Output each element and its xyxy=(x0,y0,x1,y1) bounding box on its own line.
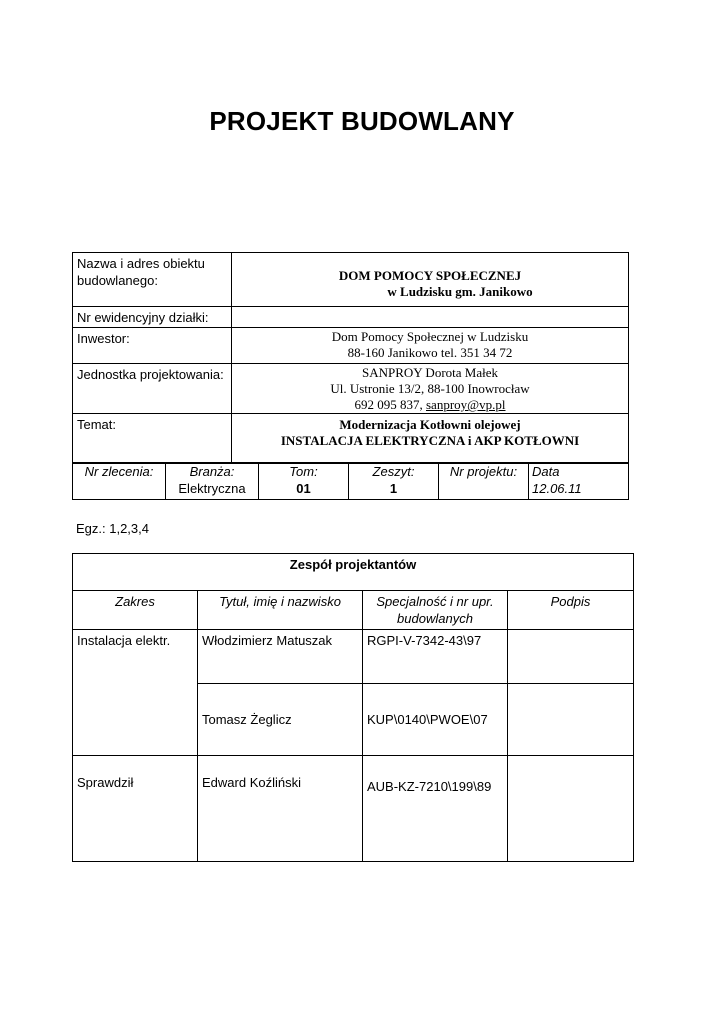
team-row-podpis xyxy=(508,756,634,862)
data-label: Data xyxy=(532,464,560,479)
branza-cell xyxy=(166,463,259,500)
inwestor-value xyxy=(232,328,629,364)
data-cell xyxy=(529,463,629,500)
team-row-zakres: Sprawdził xyxy=(73,756,198,862)
data-value: 12.06.11 xyxy=(532,481,582,496)
team-row-podpis xyxy=(508,684,634,756)
project-meta-table xyxy=(72,462,629,500)
jednostka-value xyxy=(232,364,629,414)
inwestor-label: Inwestor: xyxy=(73,328,232,364)
tom-cell xyxy=(259,463,349,500)
phone-number: 692 095 837, xyxy=(354,397,426,412)
zeszyt-cell xyxy=(349,463,439,500)
inwestor-line1: Dom Pomocy Społecznej w Ludzisku xyxy=(331,329,529,344)
nr-projektu-label: Nr projektu: xyxy=(449,464,518,479)
dzialka-label: Nr ewidencyjny działki: xyxy=(73,307,232,328)
team-row-uprawnienia: AUB-KZ-7210\199\89 xyxy=(363,756,508,862)
dzialka-value xyxy=(232,307,629,328)
nr-zlecenia-label: Nr zlecenia: xyxy=(84,464,154,479)
temat-line1: Modernizacja Kotłowni olejowej xyxy=(339,417,521,432)
email-link[interactable]: sanproy@vp.pl xyxy=(426,397,506,412)
team-row-osoba: Tomasz Żeglicz xyxy=(198,684,363,756)
team-row-podpis xyxy=(508,630,634,684)
jednostka-label: Jednostka projektowania: xyxy=(73,364,232,414)
tom-label: Tom: xyxy=(289,464,318,479)
project-info-table xyxy=(72,252,629,464)
nr-zlecenia-cell xyxy=(73,463,166,500)
zeszyt-label: Zeszyt: xyxy=(372,464,415,479)
branza-value: Elektryczna xyxy=(178,481,246,496)
team-row-osoba: Edward Koźliński xyxy=(198,756,363,862)
temat-label: Temat: xyxy=(73,414,232,464)
team-row-uprawnienia: KUP\0140\PWOE\07 xyxy=(363,684,508,756)
inwestor-line2: 88-160 Janikowo tel. 351 34 72 xyxy=(347,345,513,360)
jednostka-line2: Ul. Ustronie 13/2, 88-100 Inowrocław xyxy=(330,381,530,396)
obiekt-line1: DOM POMOCY SPOŁECZNEJ xyxy=(338,268,522,283)
col-osoba: Tytuł, imię i nazwisko xyxy=(198,591,363,630)
obiekt-line2: w Ludzisku gm. Janikowo xyxy=(387,284,533,299)
branza-label: Branża: xyxy=(189,464,235,479)
nr-projektu-cell xyxy=(439,463,529,500)
team-row-uprawnienia: RGPI-V-7342-43\97 xyxy=(363,630,508,684)
col-zakres: Zakres xyxy=(73,591,198,630)
col-uprawnienia: Specjalność i nr upr. budowlanych xyxy=(363,591,508,630)
jednostka-line3 xyxy=(232,397,628,413)
design-team-table xyxy=(72,553,634,862)
obiekt-value xyxy=(232,253,629,307)
col-podpis: Podpis xyxy=(508,591,634,630)
jednostka-line1: SANPROY Dorota Małek xyxy=(361,365,498,380)
temat-line2: INSTALACJA ELEKTRYCZNA i AKP KOTŁOWNI xyxy=(280,433,580,448)
tom-value: 01 xyxy=(296,481,311,496)
document-title: PROJEKT BUDOWLANY xyxy=(209,106,515,136)
egz-copies: Egz.: 1,2,3,4 xyxy=(76,521,149,536)
temat-value xyxy=(232,414,629,464)
team-row-osoba: Włodzimierz Matuszak xyxy=(198,630,363,684)
team-header: Zespół projektantów xyxy=(73,554,634,591)
obiekt-label: Nazwa i adres obiektu budowlanego: xyxy=(73,253,232,307)
team-row-zakres: Instalacja elektr. xyxy=(73,630,198,756)
zeszyt-value: 1 xyxy=(389,481,398,496)
